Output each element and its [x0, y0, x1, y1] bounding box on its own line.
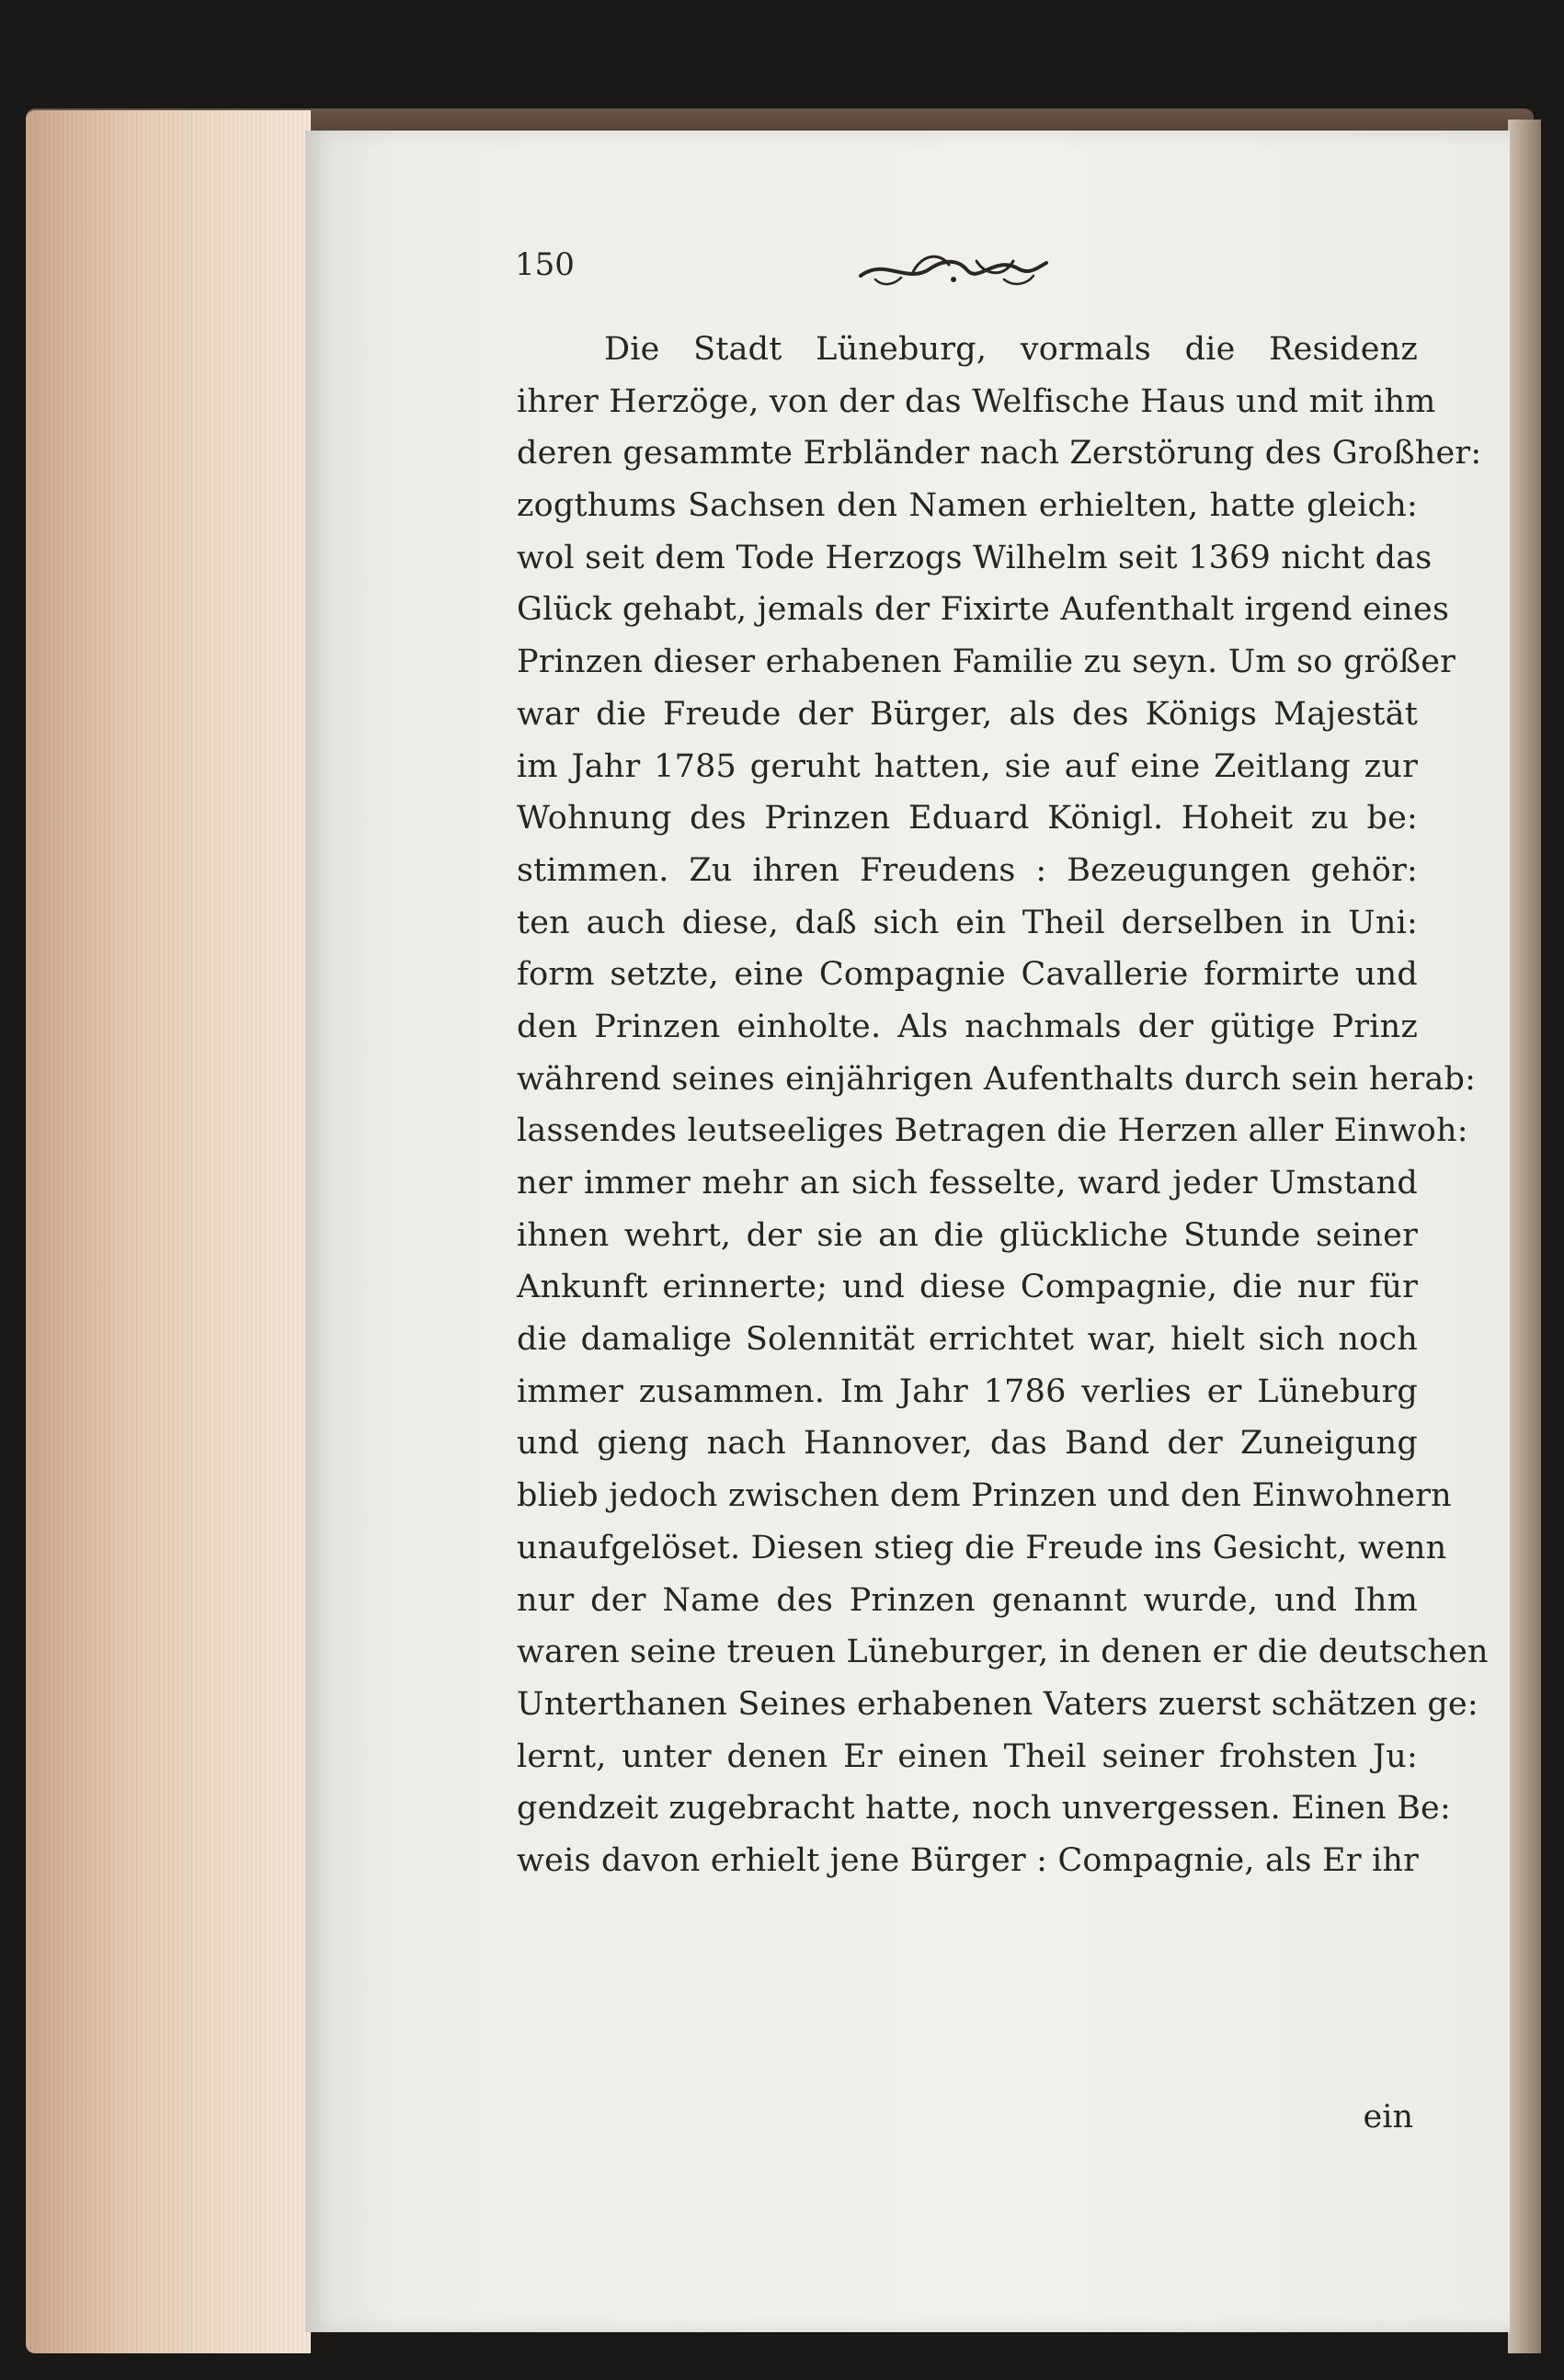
page-block-edge: [26, 110, 311, 2353]
text-line: Glück gehabt, jemals der Fixirte Aufenthalt irgend eines: [517, 591, 1450, 629]
text-line: stimmen. Zu ihren Freudens : Bezeugungen gehör:: [517, 851, 1418, 889]
text-line: Die Stadt Lüneburg, vormals die Residenz: [604, 331, 1418, 368]
text-line: weis davon erhielt jene Bürger : Compagnie, als Er ihr: [517, 1841, 1420, 1879]
text-line: und gieng nach Hannover, das Band der Zuneigung: [517, 1425, 1418, 1463]
text-line: zogthums Sachsen den Namen erhielten, hatte gleich:: [517, 487, 1418, 525]
text-line: lernt, unter denen Er einen Theil seiner frohsten Ju:: [517, 1737, 1418, 1775]
text-line: waren seine treuen Lüneburger, in denen er die deutschen: [517, 1634, 1489, 1671]
text-line: Prinzen dieser erhabenen Familie zu seyn. Um so größer: [517, 643, 1456, 681]
catchword: ein: [1363, 2099, 1413, 2135]
page-number: 150: [515, 246, 575, 283]
ornament-icon: [857, 248, 1050, 292]
text-line: war die Freude der Bürger, als des Königs Majestät: [517, 695, 1418, 733]
text-line: form setzte, eine Compagnie Cavallerie formirte und: [517, 956, 1418, 994]
text-line: immer zusammen. Im Jahr 1786 verlies er Lüneburg: [517, 1372, 1418, 1410]
text-line: wol seit dem Tode Herzogs Wilhelm seit 1369 nicht das: [517, 539, 1433, 576]
text-line: unaufgelöset. Diesen stieg die Freude ins Gesicht, wenn: [517, 1529, 1447, 1566]
text-line: Unterthanen Seines erhabenen Vaters zuerst schätzen ge:: [517, 1685, 1478, 1723]
text-line: ner immer mehr an sich fesselte, ward jeder Umstand: [517, 1165, 1418, 1201]
book-right-edge: [1508, 120, 1541, 2353]
text-line: ihnen wehrt, der sie an die glückliche Stunde seiner: [517, 1216, 1418, 1254]
text-line: deren gesammte Erbländer nach Zerstörung des Großher:: [517, 435, 1482, 473]
text-line: die damalige Solennität errichtet war, hielt sich noch: [517, 1321, 1418, 1359]
text-line: während seines einjährigen Aufenthalts durch sein herab:: [517, 1060, 1477, 1098]
body-text: [517, 324, 1489, 1887]
text-line: ihrer Herzöge, von der das Welfische Haus und mit ihm: [517, 382, 1436, 420]
text-line: ten auch diese, daß sich ein Theil derselben in Uni:: [517, 904, 1418, 941]
text-line: im Jahr 1785 geruht hatten, sie auf eine Zeitlang zur: [517, 747, 1418, 785]
text-line: Ankunft erinnerte; und diese Compagnie, die nur für: [517, 1269, 1418, 1306]
text-line: Wohnung des Prinzen Eduard Königl. Hoheit zu be:: [517, 800, 1418, 837]
text-line: blieb jedoch zwischen dem Prinzen und den Einwohnern: [517, 1477, 1452, 1515]
text-line: nur der Name des Prinzen genannt wurde, und Ihm: [517, 1581, 1418, 1619]
text-line: den Prinzen einholte. Als nachmals der gütige Prinz: [517, 1008, 1418, 1045]
text-line: lassendes leutseeliges Betragen die Herzen aller Einwoh:: [517, 1112, 1468, 1150]
text-line: gendzeit zugebracht hatte, noch unvergessen. Einen Be:: [517, 1790, 1451, 1828]
